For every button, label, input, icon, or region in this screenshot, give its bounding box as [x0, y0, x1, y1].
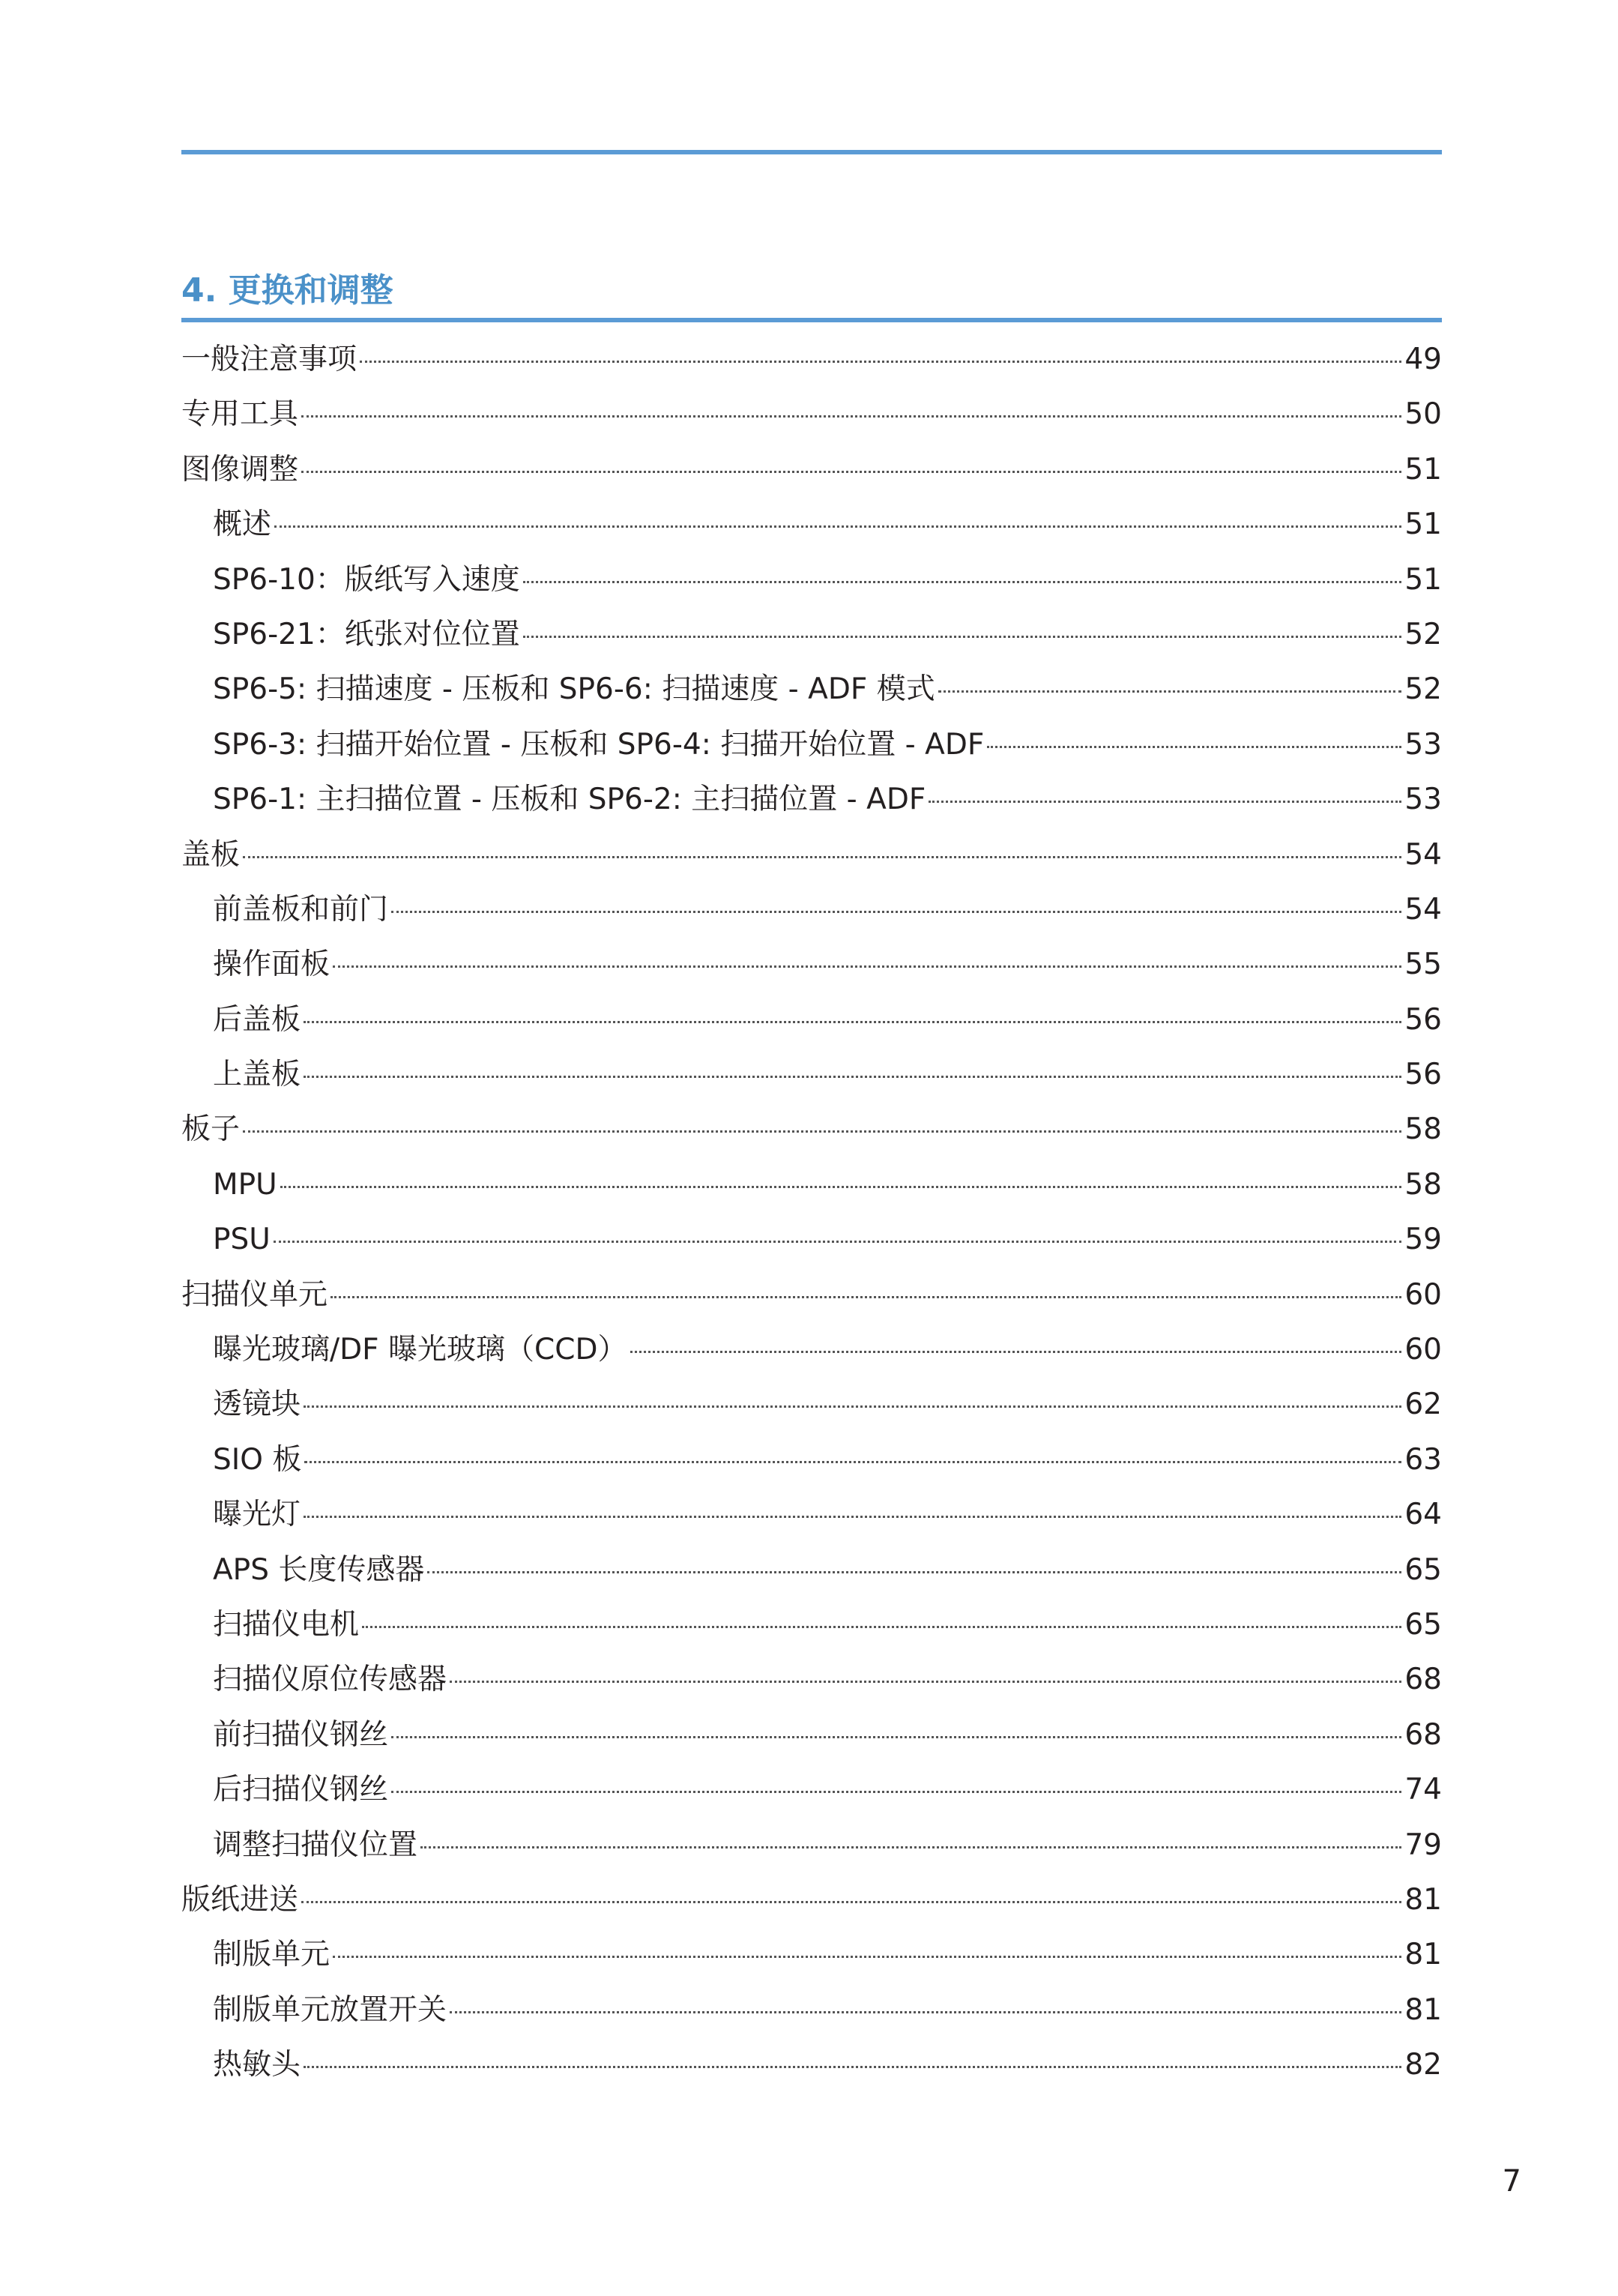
toc-entry-page: 56 — [1404, 1058, 1442, 1092]
toc-entry-page: 81 — [1404, 1938, 1442, 1972]
toc-entry-page: 55 — [1404, 947, 1442, 982]
toc-dot-leader — [243, 856, 1401, 858]
toc-entry-label: 后盖板 — [213, 1002, 301, 1037]
toc-entry[interactable] — [181, 882, 1442, 937]
toc-entry-page: 52 — [1404, 672, 1442, 707]
toc-dot-leader — [274, 525, 1401, 528]
toc-dot-leader — [330, 1296, 1401, 1298]
toc-entry[interactable] — [181, 1432, 1442, 1487]
toc-dot-leader — [301, 1901, 1401, 1903]
toc-entry-page: 52 — [1404, 617, 1442, 651]
toc-entry[interactable] — [181, 2037, 1442, 2092]
toc-entry-page: 51 — [1404, 562, 1442, 597]
toc-entry-label: 操作面板 — [213, 947, 330, 982]
toc-entry-page: 54 — [1404, 892, 1442, 926]
toc-dot-leader — [304, 2066, 1401, 2068]
toc-entry[interactable] — [181, 1157, 1442, 1212]
toc-entry-label: 热敏头 — [213, 2048, 301, 2082]
chapter-title-rule — [181, 318, 1442, 322]
toc-entry-label: 一般注意事项 — [181, 343, 357, 376]
toc-entry-label: SP6-5: 扫描速度 - 压板和 SP6-6: 扫描速度 - ADF 模式 — [213, 672, 935, 707]
toc-dot-leader — [427, 1571, 1401, 1573]
toc-entry[interactable] — [181, 1047, 1442, 1102]
toc-entry[interactable] — [181, 1708, 1442, 1762]
toc-entry-label: SP6-21：纸张对位位置 — [213, 617, 520, 651]
toc-dot-leader — [243, 1130, 1401, 1133]
toc-dot-leader — [391, 911, 1401, 913]
toc-entry[interactable] — [181, 717, 1442, 772]
toc-entry-page: 68 — [1404, 1663, 1442, 1697]
toc-entry[interactable] — [181, 662, 1442, 717]
toc-entry[interactable] — [181, 552, 1442, 607]
toc-entry[interactable] — [181, 1543, 1442, 1597]
toc-entry-page: 53 — [1404, 727, 1442, 762]
toc-entry-label: 上盖板 — [213, 1058, 301, 1092]
toc-entry-page: 74 — [1404, 1773, 1442, 1807]
toc-dot-leader — [280, 1186, 1402, 1188]
toc-dot-leader — [630, 1351, 1402, 1353]
toc-entry[interactable] — [181, 937, 1442, 992]
toc-dot-leader — [391, 1791, 1401, 1793]
toc-entry-label: 版纸进送 — [181, 1882, 299, 1917]
toc-entry-page: 51 — [1404, 452, 1442, 486]
toc-entry-page: 65 — [1404, 1552, 1442, 1587]
toc-dot-leader — [523, 581, 1402, 583]
toc-entry-page: 59 — [1404, 1223, 1442, 1257]
toc-entry[interactable] — [181, 1212, 1442, 1267]
toc-entry-page: 64 — [1404, 1498, 1442, 1532]
toc-entry[interactable] — [181, 1927, 1442, 1982]
toc-entry-page: 79 — [1404, 1828, 1442, 1862]
toc-entry-label: 后扫描仪钢丝 — [213, 1773, 389, 1807]
toc-entry-label: 板子 — [181, 1112, 241, 1147]
toc-entry-label: 前盖板和前门 — [213, 892, 389, 926]
toc-entry-label: 扫描仪原位传感器 — [213, 1663, 447, 1697]
toc-entry[interactable] — [181, 442, 1442, 497]
toc-entry[interactable] — [181, 1652, 1442, 1707]
toc-entry-page: 68 — [1404, 1717, 1442, 1752]
toc-entry-label: MPU — [213, 1167, 277, 1202]
toc-entry-page: 54 — [1404, 837, 1442, 872]
toc-dot-leader — [362, 1626, 1401, 1628]
page-number: 7 — [1502, 2164, 1521, 2199]
toc-entry-label: SP6-10：版纸写入速度 — [213, 562, 520, 597]
toc-entry-page: 62 — [1404, 1387, 1442, 1422]
toc-entry-page: 60 — [1404, 1333, 1442, 1367]
toc-dot-leader — [333, 965, 1401, 968]
toc-entry[interactable] — [181, 992, 1442, 1047]
toc-entry-label: 曝光灯 — [213, 1498, 301, 1532]
toc-entry[interactable] — [181, 387, 1442, 442]
toc-entry[interactable] — [181, 1487, 1442, 1542]
toc-entry-label: SP6-3: 扫描开始位置 - 压板和 SP6-4: 扫描开始位置 - ADF — [213, 727, 985, 762]
toc-entry-label: PSU — [213, 1223, 271, 1257]
toc-entry[interactable] — [181, 1377, 1442, 1432]
toc-entry-label: 制版单元放置开关 — [213, 1992, 447, 2027]
toc-dot-leader — [274, 1241, 1402, 1243]
toc-entry-label: 曝光玻璃/DF 曝光玻璃（CCD） — [213, 1333, 627, 1367]
toc-entry-page: 81 — [1404, 1882, 1442, 1917]
toc-entry-label: 专用工具 — [181, 397, 299, 432]
toc-entry-label: 概述 — [213, 507, 272, 542]
toc-dot-leader — [304, 1516, 1401, 1518]
toc-dot-leader — [301, 471, 1401, 473]
toc-entry-label: 盖板 — [181, 837, 241, 872]
toc-entry[interactable] — [181, 828, 1442, 882]
toc-dot-leader — [450, 1681, 1401, 1683]
toc-dot-leader — [391, 1736, 1401, 1738]
toc-entry-page: 58 — [1404, 1112, 1442, 1147]
toc-entry[interactable] — [181, 1872, 1442, 1927]
toc-entry-label: 扫描仪单元 — [181, 1277, 328, 1312]
toc-entry-label: 前扫描仪钢丝 — [213, 1717, 389, 1752]
toc-dot-leader — [420, 1846, 1401, 1848]
toc-entry[interactable] — [181, 1597, 1442, 1652]
toc-entry[interactable] — [181, 497, 1442, 552]
toc-entry-label: 图像调整 — [181, 452, 299, 486]
toc-entry-label: SIO 板 — [213, 1442, 302, 1477]
toc-entry[interactable] — [181, 1983, 1442, 2037]
toc-dot-leader — [929, 801, 1401, 803]
toc-entry[interactable] — [181, 1762, 1442, 1817]
toc-entry-label: APS 长度传感器 — [213, 1552, 425, 1587]
toc-entry[interactable] — [181, 332, 1442, 387]
toc-dot-leader — [304, 1405, 1401, 1408]
toc-entry-label: 扫描仪电机 — [213, 1607, 360, 1642]
toc-entry-page: 82 — [1404, 2048, 1442, 2082]
toc-entry-page: 51 — [1404, 507, 1442, 542]
toc-entry[interactable] — [181, 1818, 1442, 1872]
toc-dot-leader — [304, 1461, 1401, 1463]
toc-dot-leader — [304, 1076, 1401, 1078]
toc-entry-page: 58 — [1404, 1167, 1442, 1202]
toc-entry-page: 81 — [1404, 1992, 1442, 2027]
toc-entry-page: 56 — [1404, 1002, 1442, 1037]
toc-entry-label: 制版单元 — [213, 1938, 330, 1972]
toc-entry[interactable] — [181, 772, 1442, 827]
toc-entry-label: SP6-1: 主扫描位置 - 压板和 SP6-2: 主扫描位置 - ADF — [213, 783, 926, 817]
toc-entry[interactable] — [181, 1102, 1442, 1157]
toc-entry-page: 49 — [1404, 343, 1442, 376]
toc-dot-leader — [333, 1956, 1401, 1958]
toc-entry[interactable] — [181, 607, 1442, 662]
toc-entry[interactable] — [181, 1322, 1442, 1377]
toc-entry-page: 60 — [1404, 1277, 1442, 1312]
toc-entry-page: 53 — [1404, 783, 1442, 817]
header-rule — [181, 150, 1442, 154]
toc-dot-leader — [450, 2011, 1401, 2013]
table-of-contents — [181, 332, 1442, 2093]
toc-entry-label: 透镜块 — [213, 1387, 301, 1422]
toc-dot-leader — [304, 1021, 1401, 1023]
toc-dot-leader — [987, 746, 1401, 748]
toc-entry-page: 63 — [1404, 1442, 1442, 1477]
toc-entry-label: 调整扫描仪位置 — [213, 1828, 418, 1862]
toc-dot-leader — [523, 636, 1402, 638]
toc-dot-leader — [360, 361, 1401, 363]
toc-entry-page: 50 — [1404, 397, 1442, 432]
toc-dot-leader — [938, 690, 1402, 693]
chapter-title: 4. 更换和调整 — [181, 271, 393, 310]
toc-entry[interactable] — [181, 1268, 1442, 1322]
toc-entry-page: 65 — [1404, 1607, 1442, 1642]
toc-dot-leader — [301, 415, 1401, 418]
